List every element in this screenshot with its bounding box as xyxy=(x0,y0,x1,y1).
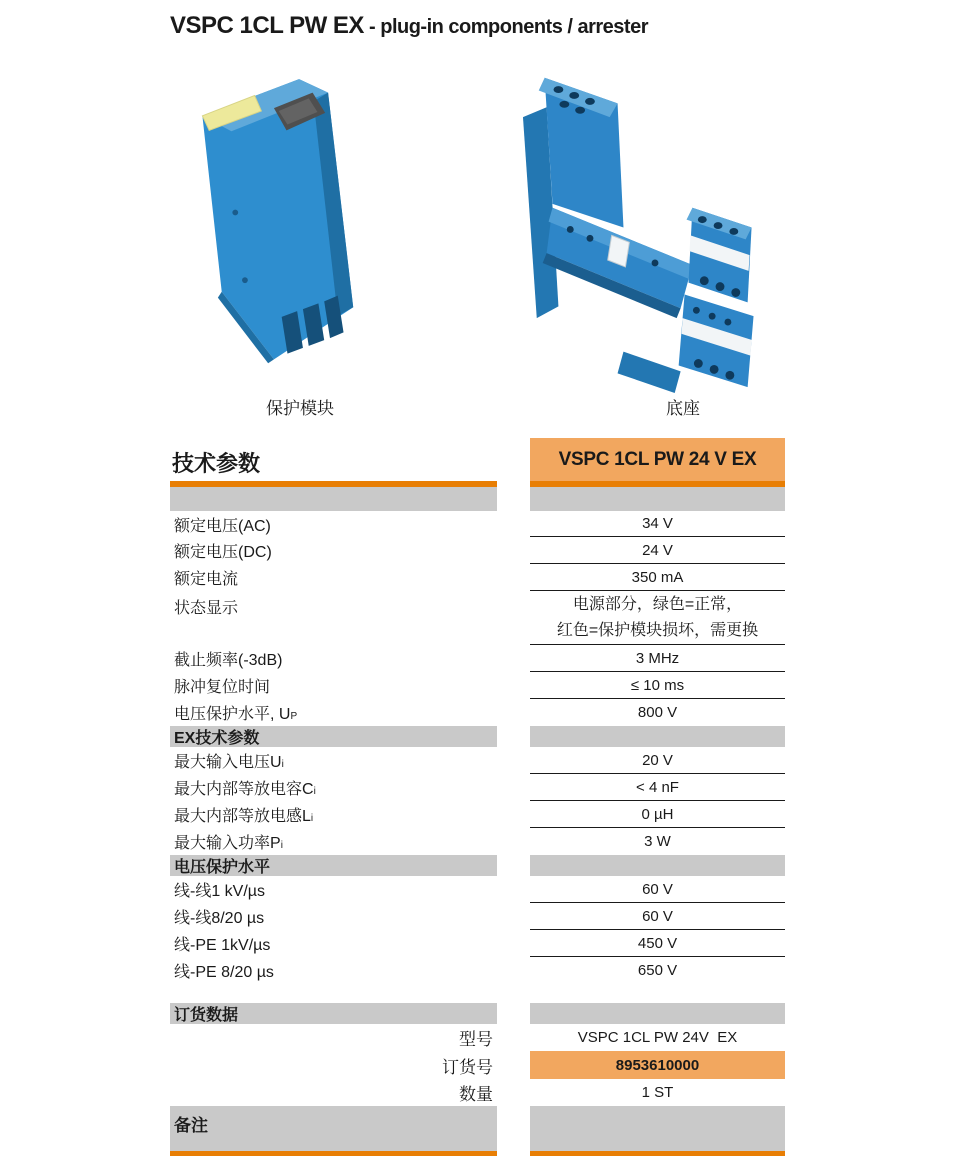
base-image xyxy=(505,60,805,395)
order-label: 型号 xyxy=(459,1030,493,1049)
order-row-qty xyxy=(170,1079,785,1106)
spec-row xyxy=(170,699,785,726)
figure-caption-base: 底座 xyxy=(666,399,700,418)
spec-label: 脉冲复位时间 xyxy=(174,679,271,696)
section-bar-vp xyxy=(170,855,785,876)
tech-params-heading: 技术参数 xyxy=(172,451,261,476)
spec-label: 最大输入电压U xyxy=(174,754,282,771)
order-row-type xyxy=(170,1024,785,1051)
spec-row xyxy=(170,930,785,957)
status-value-line2: 红色=保护模块损坏，需更换 xyxy=(556,621,759,639)
spec-value: 450 V xyxy=(530,930,785,957)
spec-label: 线-PE 1kV/µs xyxy=(174,937,271,954)
spec-value: 24 V xyxy=(530,537,785,564)
protection-module-image xyxy=(185,62,475,392)
spec-row xyxy=(170,537,785,564)
order-row-number xyxy=(170,1051,785,1079)
section-bar-order xyxy=(170,1003,785,1024)
spec-label: 额定电压(AC) xyxy=(174,517,271,535)
spec-row xyxy=(170,903,785,930)
page-title xyxy=(170,12,648,40)
spec-value xyxy=(530,591,785,645)
section-title: 电压保护水平 xyxy=(170,855,497,876)
section-title: 订货数据 xyxy=(170,1003,497,1024)
spec-value: 800 V xyxy=(637,704,678,721)
header-gray-bar xyxy=(170,487,785,511)
spec-label: 最大输入功率P xyxy=(174,835,281,852)
spec-label: 状态显示 xyxy=(174,600,239,617)
spec-value: 0 µH xyxy=(530,801,785,828)
spec-row xyxy=(170,511,785,537)
spec-label-subscript: P xyxy=(290,711,298,722)
spec-row-status xyxy=(170,591,785,645)
figure-caption-module: 保护模块 xyxy=(266,399,334,418)
status-value-line1: 电源部分，绿色=正常， xyxy=(572,595,743,613)
page-title-model: VSPC 1CL PW EX xyxy=(170,12,364,39)
section-title: EX技术参数 xyxy=(170,726,497,747)
protection-module-figure xyxy=(185,62,475,392)
remarks-title: 备注 xyxy=(170,1106,497,1156)
spec-label: 电压保护水平, U xyxy=(174,706,291,723)
order-label: 订货号 xyxy=(442,1057,493,1077)
spec-row xyxy=(170,957,785,984)
spec-value: 350 mA xyxy=(530,564,785,591)
spec-label-subscript: i xyxy=(281,759,284,770)
spec-row xyxy=(170,645,785,672)
spec-value: 3 W xyxy=(644,833,671,850)
spec-row xyxy=(170,828,785,855)
spec-label: 线-PE 8/20 µs xyxy=(174,964,274,981)
order-value-type: VSPC 1CL PW 24V EX xyxy=(577,1029,738,1046)
spec-label: 额定电压(DC) xyxy=(174,544,272,561)
spec-label-subscript: i xyxy=(310,813,314,824)
base-figure xyxy=(505,60,805,395)
spec-row xyxy=(170,564,785,591)
spec-table xyxy=(170,438,785,1156)
order-label: 数量 xyxy=(459,1085,493,1104)
spec-label: 截止频率(-3dB) xyxy=(174,652,283,669)
spec-label: 额定电流 xyxy=(174,571,239,588)
spec-row xyxy=(170,774,785,801)
spec-value: 3 MHz xyxy=(530,645,785,672)
spec-value: 60 V xyxy=(530,876,785,903)
spec-row xyxy=(170,747,785,774)
spec-value: 20 V xyxy=(530,747,785,774)
remarks-section xyxy=(170,1106,785,1156)
page-title-suffix: - plug-in components / arrester xyxy=(363,16,648,38)
spec-label: 线-线8/20 µs xyxy=(174,910,265,927)
order-value-qty: 1 ST xyxy=(641,1084,674,1101)
spec-label: 线-线1 kV/µs xyxy=(174,883,266,900)
spec-row xyxy=(170,876,785,903)
spec-row xyxy=(170,672,785,699)
spec-label-subscript: i xyxy=(280,840,283,851)
spec-label: 最大内部等放电容C xyxy=(174,781,314,798)
section-bar-ex xyxy=(170,726,785,747)
order-number-value: 8953610000 xyxy=(530,1051,785,1079)
spec-value: 34 V xyxy=(530,511,785,537)
spec-value: < 4 nF xyxy=(530,774,785,801)
table-header-row xyxy=(170,438,785,481)
spec-value: 60 V xyxy=(530,903,785,930)
spec-label-subscript: i xyxy=(313,786,316,797)
spec-value: ≤ 10 ms xyxy=(530,672,785,699)
product-column-header: VSPC 1CL PW 24 V EX xyxy=(530,438,785,481)
spec-label: 最大内部等放电感L xyxy=(174,808,311,825)
spec-row xyxy=(170,801,785,828)
spec-value: 650 V xyxy=(637,962,678,979)
